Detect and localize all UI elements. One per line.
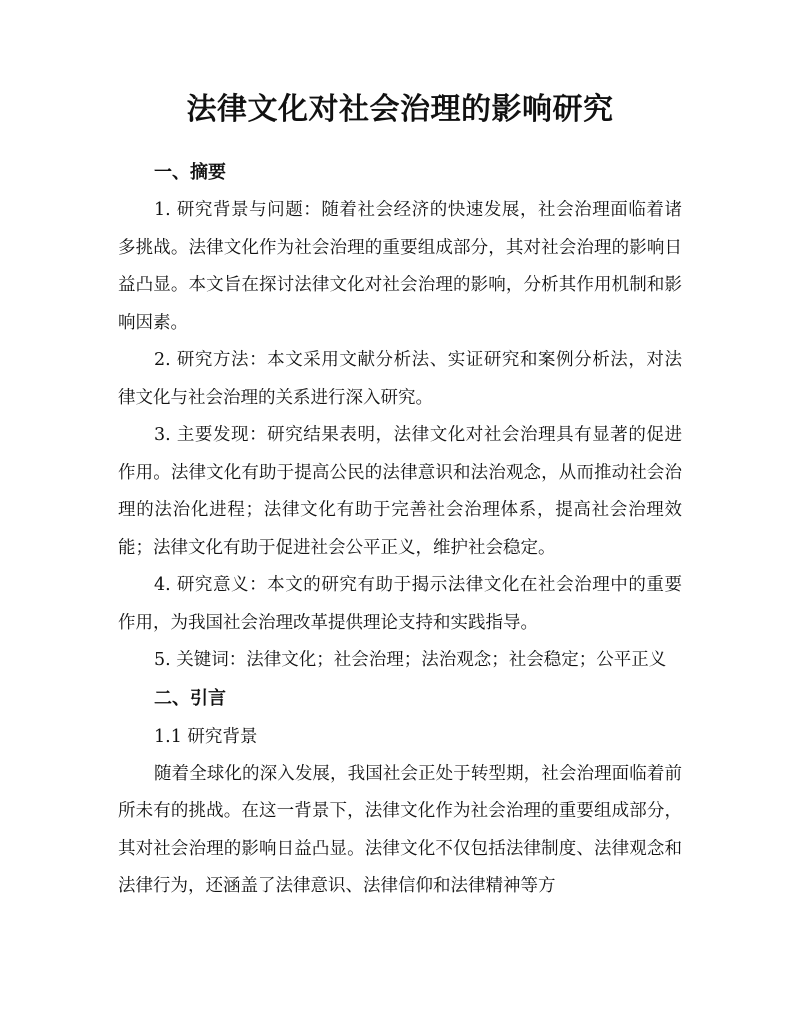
abstract-paragraph-methods: 2. 研究方法：本文采用文献分析法、实证研究和案例分析法，对法律文化与社会治理的关系进行深入研究。	[118, 350, 682, 408]
subsection-heading-background: 1.1 研究背景	[154, 726, 258, 747]
abstract-paragraph-background: 1. 研究背景与问题：随着社会经济的快速发展，社会治理面临着诸多挑战。法律文化作为社会治理的重要组成部分，其对社会治理的影响日益凸显。本文旨在探讨法律文化对社会治理的影响，分析其作用机制和影响因素。	[118, 200, 682, 333]
abstract-paragraph-significance: 4. 研究意义：本文的研究有助于揭示法律文化在社会治理中的重要作用，为我国社会治理改革提供理论支持和实践指导。	[118, 575, 682, 633]
abstract-paragraph-findings: 3. 主要发现：研究结果表明，法律文化对社会治理具有显著的促进作用。法律文化有助于提高公民的法律意识和法治观念，从而推动社会治理的法治化进程；法律文化有助于完善社会治理体系，提高社会治理效能；法律文化有助于促进社会公平正义，维护社会稳定。	[118, 425, 682, 558]
section-heading-introduction: 二、引言	[154, 687, 226, 709]
section-abstract	[118, 154, 682, 680]
abstract-paragraph-keywords: 5. 关键词：法律文化；社会治理；法治观念；社会稳定；公平正义	[154, 650, 667, 670]
section-introduction	[118, 680, 682, 906]
introduction-paragraph: 随着全球化的深入发展，我国社会正处于转型期，社会治理面临着前所未有的挑战。在这一背景下，法律文化作为社会治理的重要组成部分，其对社会治理的影响日益凸显。法律文化不仅包括法律制度、法律观念和法律行为，还涵盖了法律意识、法律信仰和法律精神等方	[118, 763, 682, 896]
section-heading-abstract: 一、摘要	[154, 162, 226, 183]
document-title: 法律文化对社会治理的影响研究	[186, 92, 614, 127]
